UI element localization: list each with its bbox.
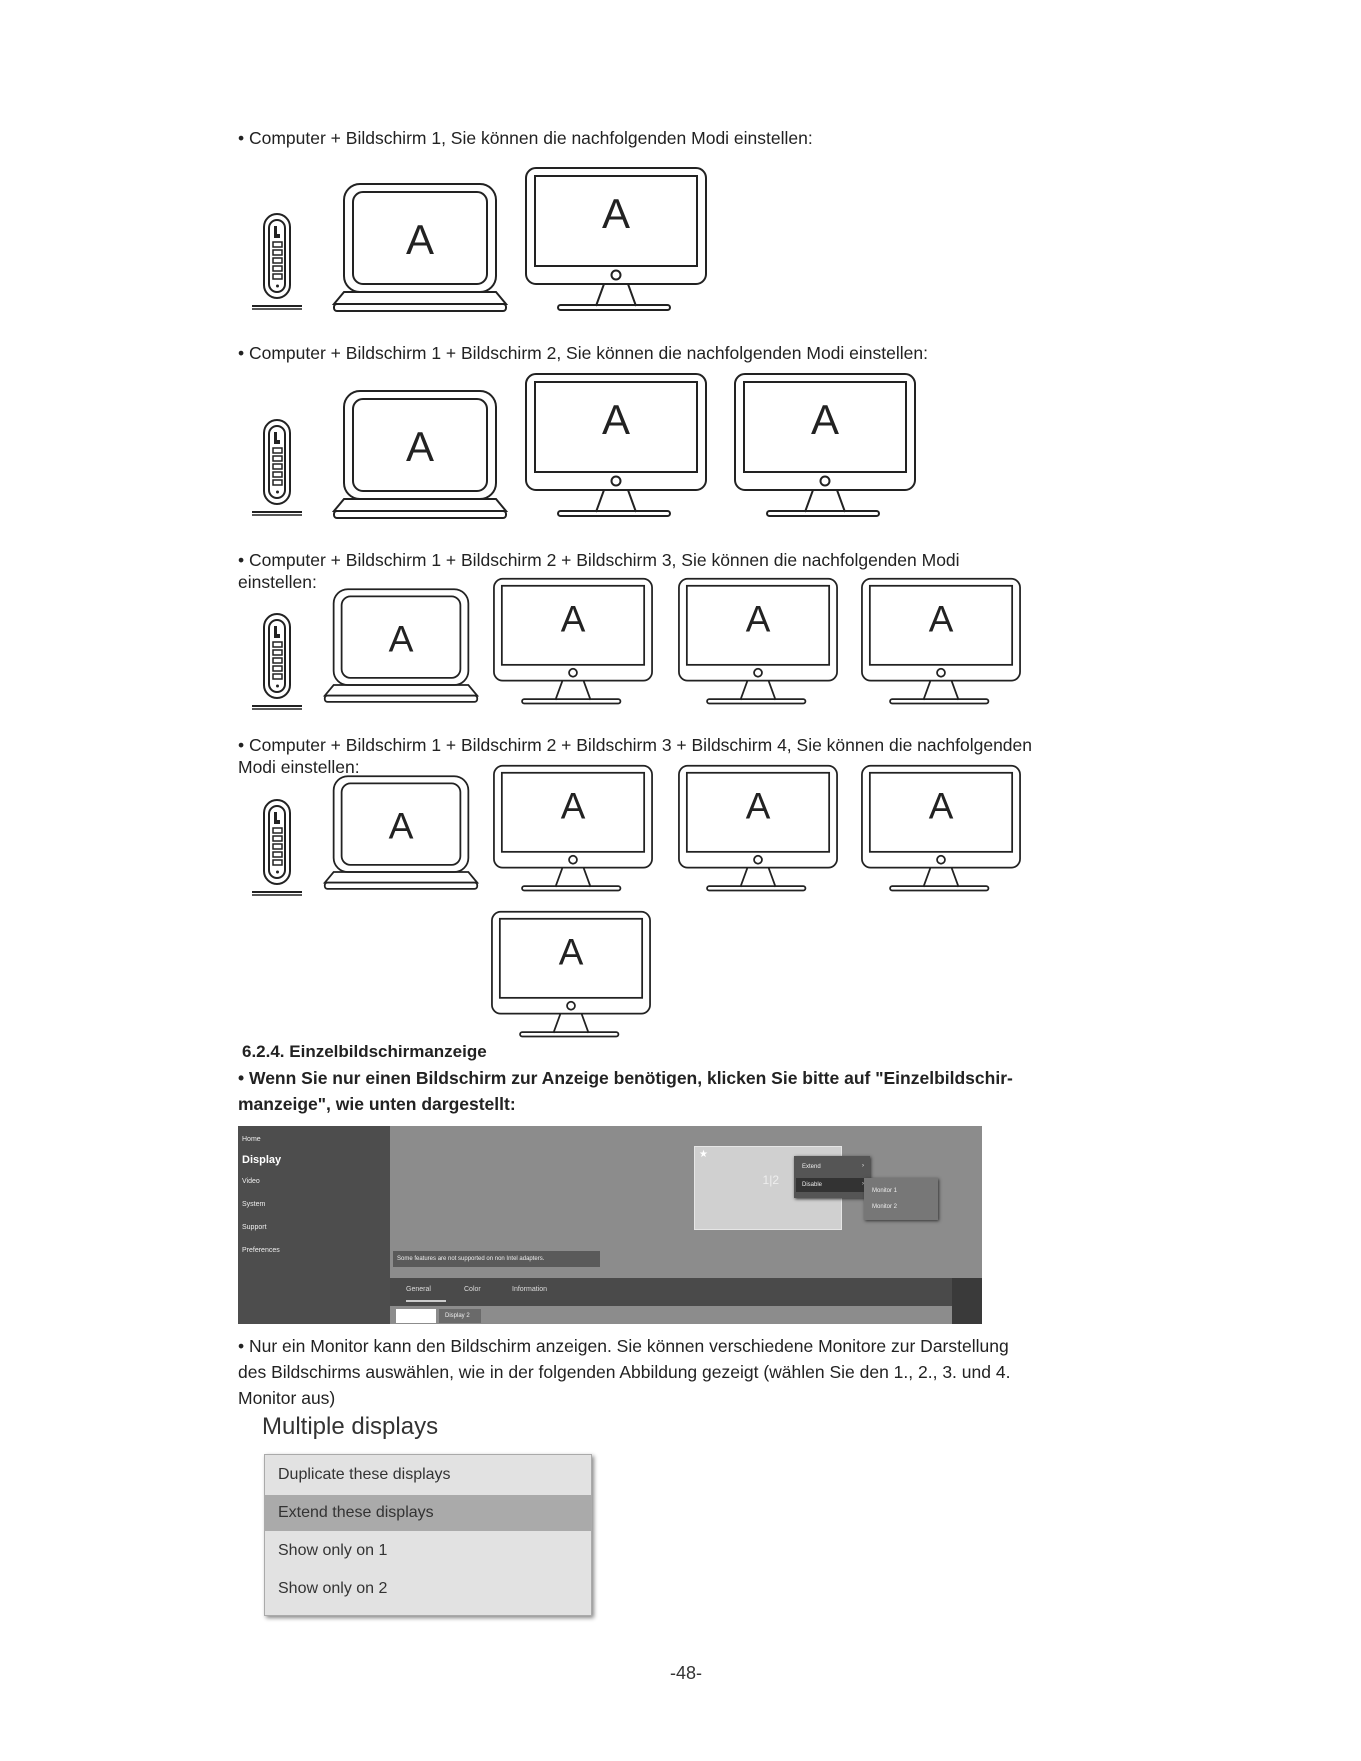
option-extend[interactable]: Extend these displays	[265, 1495, 591, 1531]
section-4-text-cont: Modi einstellen:	[238, 757, 360, 777]
page-number: -48-	[670, 1663, 703, 1683]
laptop-icon	[332, 389, 508, 521]
section-4-text: • Computer + Bildschirm 1 + Bildschirm 2 + Bildschirm 3 + Bildschirm 4, Sie können die nachfolgenden	[238, 735, 1033, 755]
monitor-icon	[524, 166, 708, 314]
screen-letter: A	[810, 396, 840, 443]
submenu-item-monitor-2[interactable]: Monitor 2	[872, 1204, 898, 1210]
monitor-icon	[490, 910, 652, 1040]
screen-letter: A	[560, 785, 586, 827]
tab-underline	[406, 1300, 446, 1302]
display-card-label: 1|2	[762, 1173, 779, 1187]
screen-letter: A	[745, 598, 771, 640]
screen-letter: A	[601, 396, 631, 443]
section-3-text: • Computer + Bildschirm 1 + Bildschirm 2 + Bildschirm 3, Sie können die nachfolgenden Modi	[238, 550, 960, 570]
section-heading: 6.2.4. Einzelbildschirmanzeige	[242, 1042, 487, 1061]
screen-letter: A	[601, 190, 631, 237]
dock-icon	[250, 612, 306, 712]
screen-letter: A	[928, 785, 954, 827]
sidebar-item-video[interactable]: Video	[242, 1178, 260, 1185]
chevron-right-icon: ›	[862, 1181, 864, 1187]
section-3-text-cont: einstellen:	[238, 572, 317, 592]
laptop-icon	[332, 182, 508, 314]
display-2-label: Display 2	[439, 1309, 481, 1323]
screen-letter: A	[928, 598, 954, 640]
option-show-only-2[interactable]: Show only on 2	[278, 1580, 388, 1597]
dock-icon	[250, 418, 306, 518]
screen-letter: A	[405, 216, 435, 263]
chevron-right-icon: ›	[862, 1163, 864, 1169]
paragraph-2-line2: des Bildschirms auswählen, wie in der folgenden Abbildung gezeigt (wählen Sie den 1., 2., 3. und 4.	[238, 1362, 1011, 1382]
menu-item-extend[interactable]: Extend	[802, 1164, 821, 1170]
scrollbar[interactable]	[952, 1278, 982, 1324]
graphics-control-screenshot	[238, 1126, 982, 1324]
monitor-icon	[524, 372, 708, 520]
section-1-text: • Computer + Bildschirm 1, Sie können die nachfolgenden Modi einstellen:	[238, 128, 813, 148]
screen-letter: A	[560, 598, 586, 640]
sidebar-item-system[interactable]: System	[242, 1201, 266, 1208]
monitor-icon	[677, 577, 839, 707]
submenu-item-monitor-1[interactable]: Monitor 1	[872, 1188, 898, 1194]
bold-paragraph-line1: • Wenn Sie nur einen Bildschirm zur Anzeige benötigen, klicken Sie bitte auf "Einzelbildschir-	[238, 1068, 1013, 1088]
sidebar-item-display[interactable]: Display	[242, 1154, 282, 1166]
option-show-only-1[interactable]: Show only on 1	[278, 1542, 388, 1559]
monitor-icon	[860, 764, 1022, 894]
tab-bar	[390, 1278, 982, 1306]
adapter-notice: Some features are not supported on non Intel adapters.	[393, 1251, 600, 1267]
laptop-icon	[323, 584, 479, 708]
tab-information[interactable]: Information	[512, 1286, 548, 1293]
monitor-icon	[492, 764, 654, 894]
display-thumbnail[interactable]	[396, 1309, 436, 1323]
tab-color[interactable]: Color	[464, 1286, 481, 1293]
submenu	[864, 1178, 938, 1220]
star-icon: ★	[699, 1149, 708, 1160]
monitor-icon	[860, 577, 1022, 707]
monitor-icon	[733, 372, 917, 520]
screen-letter: A	[388, 804, 414, 847]
screen-letter: A	[745, 785, 771, 827]
paragraph-2-line3: Monitor aus)	[238, 1388, 336, 1408]
laptop-icon	[323, 771, 479, 895]
menu-item-disable[interactable]: Disable	[802, 1182, 823, 1188]
screen-letter: A	[558, 931, 584, 973]
section-2-text: • Computer + Bildschirm 1 + Bildschirm 2, Sie können die nachfolgenden Modi einstellen:	[238, 343, 928, 363]
monitor-icon	[677, 764, 839, 894]
context-menu	[794, 1156, 870, 1198]
screen-letter: A	[405, 423, 435, 470]
bold-paragraph-line2: manzeige", wie unten dargestellt:	[238, 1094, 516, 1114]
option-duplicate[interactable]: Duplicate these displays	[278, 1466, 451, 1483]
sidebar-item-home[interactable]: Home	[242, 1136, 261, 1143]
multiple-displays-dropdown	[264, 1454, 592, 1616]
monitor-icon	[492, 577, 654, 707]
dock-icon	[250, 798, 306, 898]
paragraph-2-line1: • Nur ein Monitor kann den Bildschirm anzeigen. Sie können verschiedene Monitore zur Darstellung	[238, 1336, 1009, 1356]
tab-general[interactable]: General	[406, 1286, 431, 1293]
dock-icon	[250, 212, 306, 312]
screen-letter: A	[388, 617, 414, 660]
sidebar-item-support[interactable]: Support	[242, 1224, 267, 1231]
sidebar-item-preferences[interactable]: Preferences	[242, 1247, 280, 1254]
multiple-displays-title: Multiple displays	[262, 1413, 439, 1440]
sidebar	[238, 1126, 390, 1324]
